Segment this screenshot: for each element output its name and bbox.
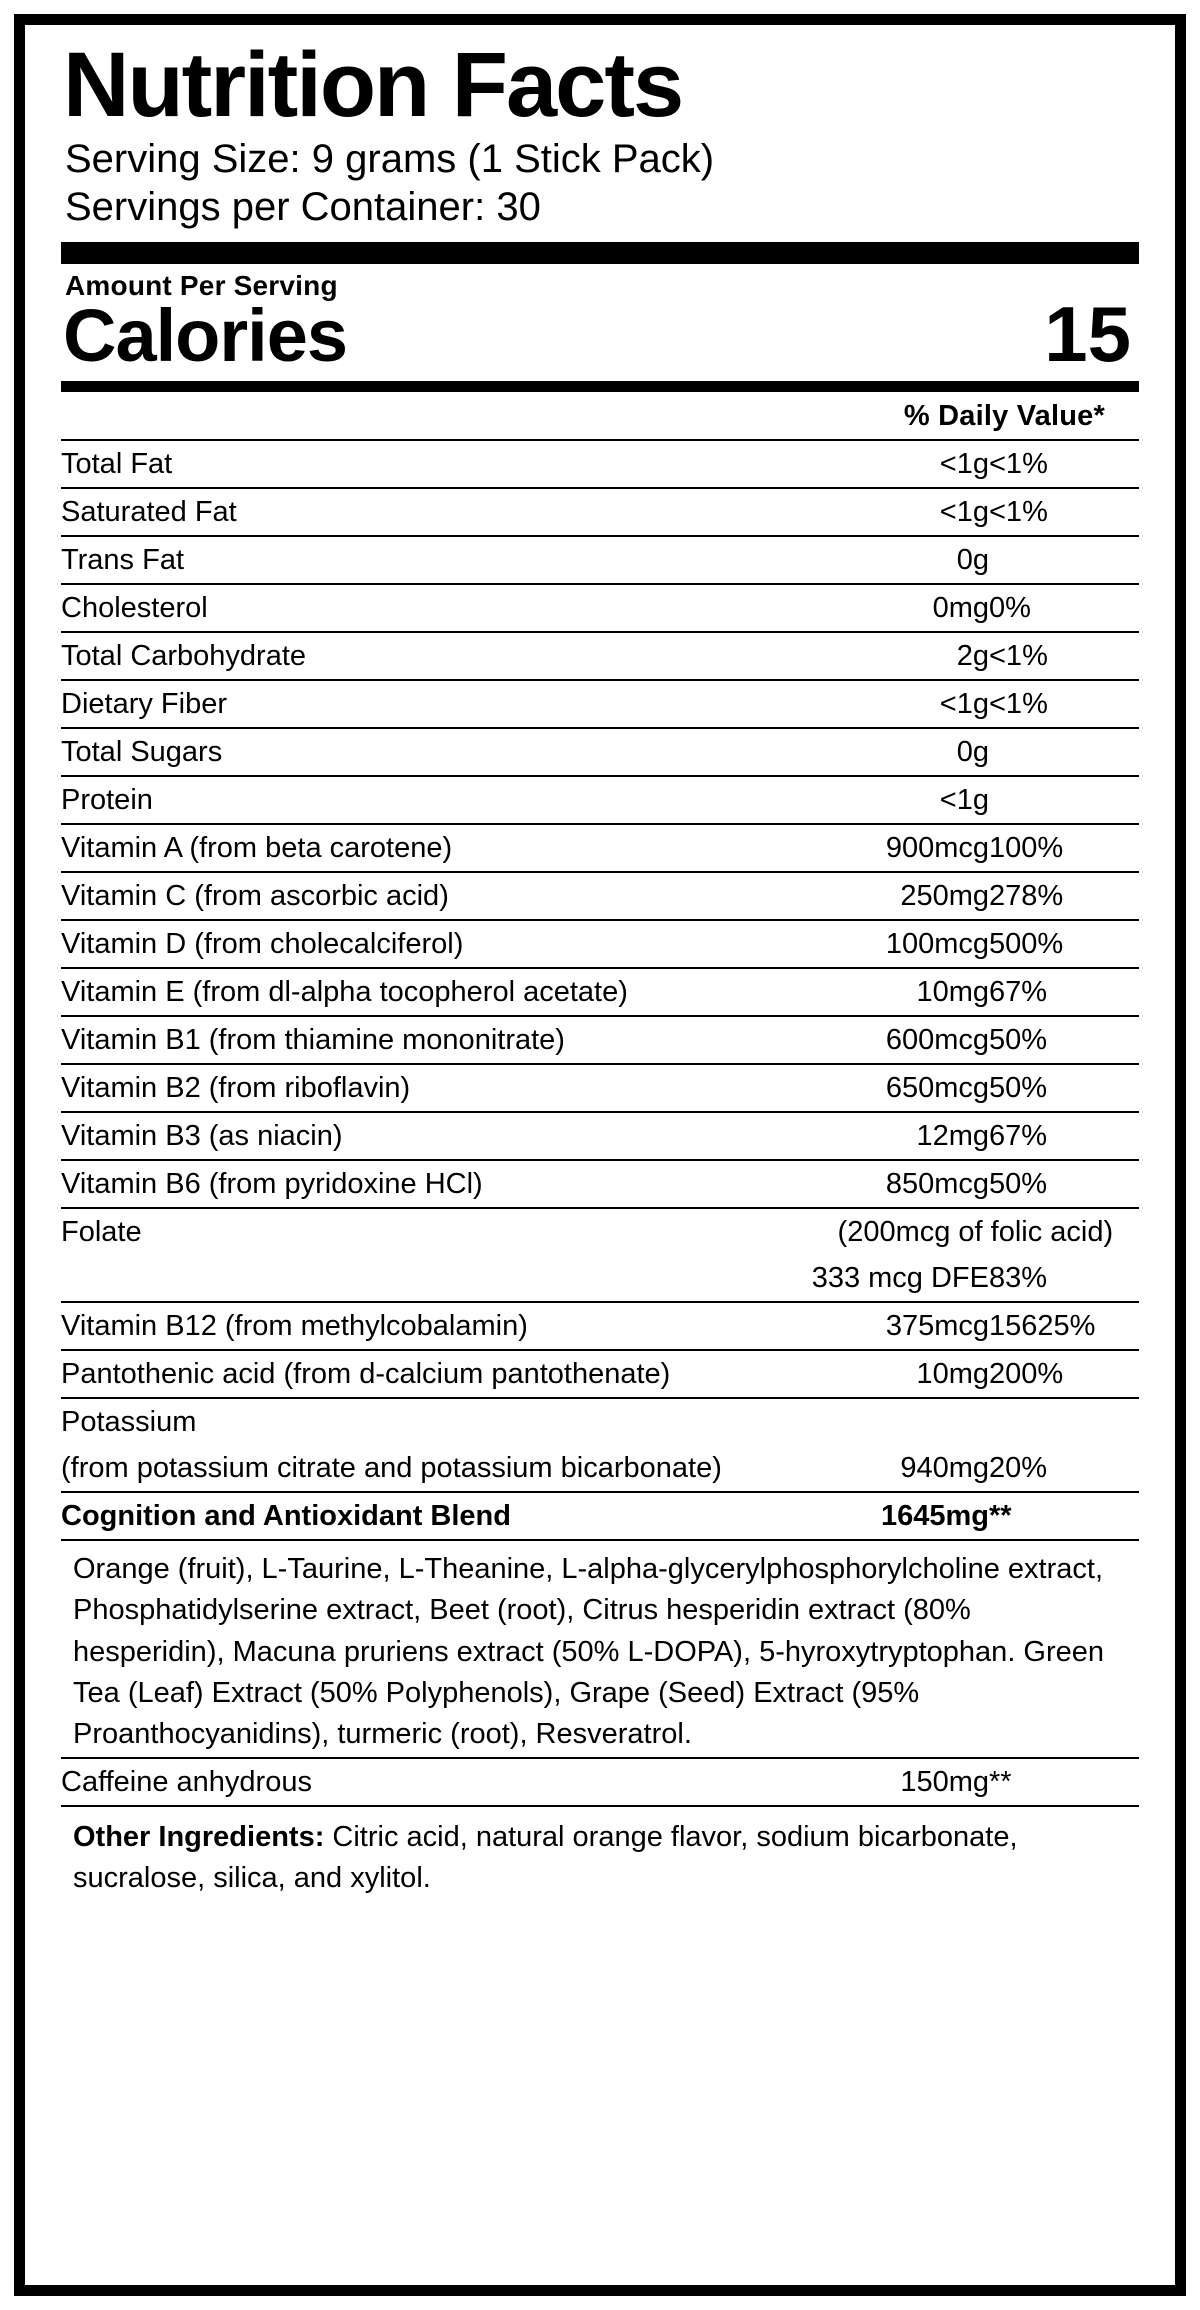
nutrient-amount: 600mcg xyxy=(812,1016,989,1064)
nutrient-percent: 50% xyxy=(989,1064,1139,1112)
nutrient-percent xyxy=(989,776,1139,824)
nutrient-name: Saturated Fat xyxy=(61,488,812,536)
nutrition-facts-panel xyxy=(14,14,1186,2296)
potassium-source: (from potassium citrate and potassium bicarbonate) xyxy=(61,1452,722,1485)
nutrient-amount: 0g xyxy=(812,536,989,584)
table-row xyxy=(61,680,1139,728)
blend-percent: ** xyxy=(989,1492,1139,1539)
nutrient-amount: 12mg xyxy=(812,1112,989,1160)
nutrient-name: Vitamin B3 (as niacin) xyxy=(61,1112,812,1160)
blend-amount: 1645mg xyxy=(812,1492,989,1539)
blend-ingredients: Orange (fruit), L-Taurine, L-Theanine, L-alpha-glycerylphosphorylcholine extract, Phosphatidylserine extract, Beet (root), Citrus hesperidin extract (80% hesperidin), Macuna pruriens extract (50% L-DOPA), 5-hyroxytryptophan. Green Tea (Leaf) Extract (50% Polyphenols), Grape (Seed) Extract (95% Proanthocyanidins), turmeric (root), Resveratrol. xyxy=(73,1553,1105,1750)
nutrient-amount: <1g xyxy=(812,488,989,536)
nutrient-percent: 50% xyxy=(989,1016,1139,1064)
table-row xyxy=(61,1302,1139,1350)
table-row-folate-dfe xyxy=(61,1255,1139,1302)
nutrient-amount: 100mcg xyxy=(812,920,989,968)
nutrient-name: Vitamin B6 (from pyridoxine HCl) xyxy=(61,1160,812,1208)
table-row xyxy=(61,536,1139,584)
table-row-blend xyxy=(61,1492,1139,1539)
nutrient-percent: <1% xyxy=(989,440,1139,488)
nutrient-name: Vitamin B1 (from thiamine mononitrate) xyxy=(61,1016,812,1064)
nutrient-name: Protein xyxy=(61,776,812,824)
nutrient-percent: 278% xyxy=(989,872,1139,920)
table-row-potassium-source xyxy=(61,1445,1139,1492)
nutrient-name: Vitamin B2 (from riboflavin) xyxy=(61,1064,812,1112)
table-row xyxy=(61,824,1139,872)
folate-spacer xyxy=(61,1255,812,1302)
table-row-potassium xyxy=(61,1398,1139,1445)
table-row xyxy=(61,1064,1139,1112)
serving-size: Serving Size: 9 grams (1 Stick Pack) xyxy=(65,136,715,181)
calories-row xyxy=(63,290,1131,379)
daily-value-header: % Daily Value* xyxy=(903,400,1105,433)
nutrient-percent: 500% xyxy=(989,920,1139,968)
table-row xyxy=(61,1112,1139,1160)
caffeine-percent: ** xyxy=(989,1766,1012,1799)
nutrient-name: Pantothenic acid (from d-calcium pantothenate) xyxy=(61,1350,812,1398)
caffeine-amount: 150mg xyxy=(900,1766,989,1799)
table-row xyxy=(61,968,1139,1016)
potassium-name: Potassium xyxy=(61,1398,812,1445)
divider-other-ingredients xyxy=(61,1805,1139,1807)
nutrient-amount: <1g xyxy=(812,440,989,488)
caffeine-table xyxy=(61,1759,1139,1805)
table-row xyxy=(61,1016,1139,1064)
folate-name: Folate xyxy=(61,1208,812,1255)
blend-name: Cognition and Antioxidant Blend xyxy=(61,1492,812,1539)
nutrient-amount: 250mg xyxy=(812,872,989,920)
nutrient-percent: <1% xyxy=(989,632,1139,680)
nutrient-amount: 375mcg xyxy=(812,1302,989,1350)
nutrient-amount: <1g xyxy=(812,680,989,728)
nutrient-name: Vitamin C (from ascorbic acid) xyxy=(61,872,812,920)
nutrient-percent: <1% xyxy=(989,488,1139,536)
nutrient-name: Dietary Fiber xyxy=(61,680,812,728)
nutrient-name: Vitamin A (from beta carotene) xyxy=(61,824,812,872)
nutrient-percent xyxy=(989,536,1139,584)
table-row xyxy=(61,1160,1139,1208)
table-row-folate xyxy=(61,1208,1139,1255)
page-title: Nutrition Facts xyxy=(63,34,683,136)
table-row xyxy=(61,440,1139,488)
nutrient-percent: 15625% xyxy=(989,1302,1139,1350)
other-ingredients xyxy=(73,1817,1139,1898)
nutrient-percent: 200% xyxy=(989,1350,1139,1398)
nutrient-percent: 50% xyxy=(989,1160,1139,1208)
potassium-amount: 940mg xyxy=(900,1452,989,1485)
folate-amount: 333 mcg DFE xyxy=(811,1262,989,1295)
amount-per-serving-label: Amount Per Serving xyxy=(65,270,338,302)
table-row xyxy=(61,584,1139,632)
potassium-amount-spacer xyxy=(812,1398,989,1445)
servings-per-container: Servings per Container: 30 xyxy=(65,185,541,230)
nutrient-name: Total Carbohydrate xyxy=(61,632,812,680)
nutrient-percent: 67% xyxy=(989,968,1139,1016)
folate-note: (200mcg of folic acid) xyxy=(812,1208,1139,1255)
nutrient-amount: <1g xyxy=(812,776,989,824)
table-row xyxy=(61,776,1139,824)
nutrient-amount: 850mcg xyxy=(812,1160,989,1208)
table-row xyxy=(61,872,1139,920)
divider-thick-top xyxy=(61,242,1139,264)
table-row xyxy=(61,728,1139,776)
nutrient-percent: <1% xyxy=(989,680,1139,728)
nutrient-amount: 0g xyxy=(812,728,989,776)
nutrient-amount: 650mcg xyxy=(812,1064,989,1112)
nutrient-name: Cholesterol xyxy=(61,584,812,632)
divider-blend xyxy=(61,1539,1139,1541)
table-row-caffeine xyxy=(61,1759,1139,1805)
calories-value: 15 xyxy=(1044,290,1131,379)
nutrient-amount: 2g xyxy=(812,632,989,680)
other-ingredients-label: Other Ingredients: xyxy=(73,1821,325,1854)
table-row xyxy=(61,632,1139,680)
table-row xyxy=(61,920,1139,968)
nutrient-amount: 10mg xyxy=(812,1350,989,1398)
nutrient-name: Total Fat xyxy=(61,440,812,488)
calories-label: Calories xyxy=(63,294,348,378)
nutrient-percent xyxy=(989,728,1139,776)
nutrient-name: Vitamin D (from cholecalciferol) xyxy=(61,920,812,968)
caffeine-name: Caffeine anhydrous xyxy=(61,1766,312,1799)
nutrient-name: Trans Fat xyxy=(61,536,812,584)
nutrient-name: Vitamin B12 (from methylcobalamin) xyxy=(61,1302,812,1350)
potassium-percent: 20% xyxy=(989,1452,1048,1485)
nutrient-table xyxy=(61,439,1139,1539)
divider-medium xyxy=(61,381,1139,392)
nutrient-amount: 10mg xyxy=(812,968,989,1016)
nutrient-percent: 67% xyxy=(989,1112,1139,1160)
nutrient-percent: 0% xyxy=(989,584,1139,632)
nutrient-amount: 900mcg xyxy=(812,824,989,872)
nutrient-amount: 0mg xyxy=(812,584,989,632)
nutrient-name: Vitamin E (from dl-alpha tocopherol acetate) xyxy=(61,968,812,1016)
nutrient-percent: 100% xyxy=(989,824,1139,872)
other-ingredients-text: Citric acid, natural orange flavor, sodium bicarbonate, sucralose, silica, and xylitol. xyxy=(73,1821,1018,1894)
folate-percent: 83% xyxy=(989,1262,1048,1295)
table-row xyxy=(61,1350,1139,1398)
table-row xyxy=(61,488,1139,536)
potassium-percent-spacer xyxy=(989,1398,1139,1445)
nutrient-name: Total Sugars xyxy=(61,728,812,776)
